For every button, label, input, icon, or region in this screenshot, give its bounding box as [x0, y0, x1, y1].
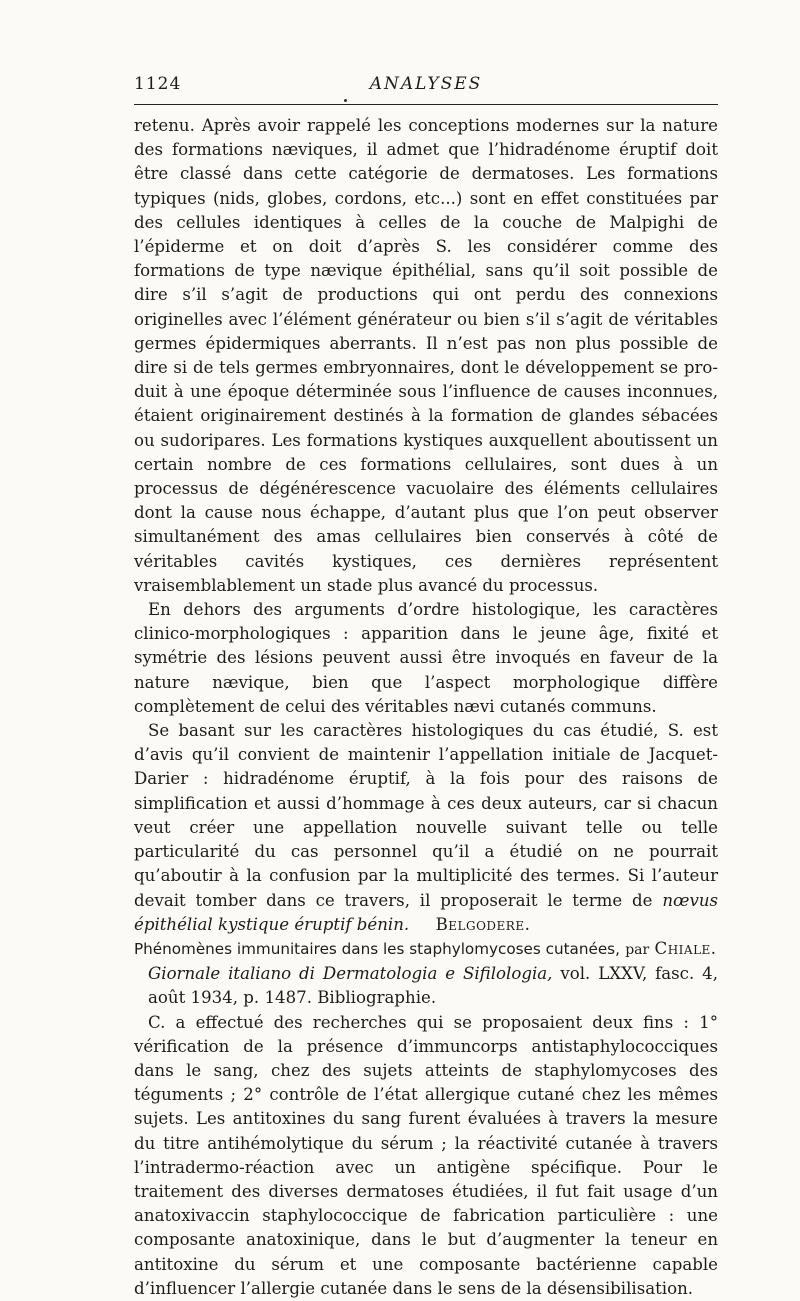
citation-details: vol. LXXV, fasc. 4, août 1934, p. 1487. Bibliographie. — [148, 964, 718, 1008]
review1-paragraph-1: retenu. Après avoir rappelé les conceptions modernes sur la nature des formations næviques, il admet que l’hidradénome éruptif doit être classé dans cette catégorie de dermatoses. Les formations typiques (nids, globes, cordons, etc...) sont en effet constituées par des cellules identiques à celles de la couche de Malpighi de l’épiderme et on doit d’après S. les considérer comme des formations de type nævique épithélial, sans qu’il soit possible de dire s’il s’agit de productions qui ont perdu des connexions originelles avec l’élément générateur ou bien s’il s’agit de véritables germes épidermiques aberrants. Il n’est pas non plus possible de dire si de tels germes embryonnaires, dont le développement se produit à une époque déterminée sous l’influence de causes inconnues, étaient originairement destinés à la formation de glandes sébacées ou sudoripares. Les formations kystiques auxquellent aboutissent un certain nombre de ces formations cellulaires, sont dues à un processus de dégénérescence vacuolaire des éléments cellulaires dont la cause nous échappe, d’autant plus que l’on peut observer simultanément des amas cellulaires bien conservés à côté de véritables cavités kystiques, ces dernières représentent vraisemblablement un stade plus avancé du processus. — [134, 116, 718, 595]
proposed-term: nœvus épithélial kystique éruptif bénin. — [134, 890, 719, 934]
journal-name: Giornale italiano di Dermatologia e Sifilologia, — [148, 964, 553, 984]
reviewer-signature: Belgodere. — [435, 914, 531, 934]
header-rule — [134, 104, 718, 105]
header-ornament-dot — [344, 99, 347, 102]
review1-paragraph-3-text: Se basant sur les caractères histologiques du cas étudié, S. est d’avis qu’il convient de maintenir l’appellation initiale de Jacquet-Darier : hidradénome éruptif, à la fois pour des raisons de simplification et aussi d’hommage à ces deux auteurs, car si chacun veut créer une appellation nouvelle suivant telle ou telle particularité du cas personnel qu’il a étudié on ne pourrait qu’aboutir à la confusion par la multiplicité des termes. Si l’auteur devait tomber dans ce travers, il proposerait le terme de — [134, 721, 718, 910]
running-title: ANALYSES — [369, 74, 483, 94]
running-header — [134, 74, 718, 98]
article-author: Chiale. — [654, 938, 717, 958]
review1-paragraph-2: En dehors des arguments d’ordre histologique, les caractères clinico-morphologiques : apparition dans le jeune âge, fixité et symétrie des lésions peuvent aussi être invoqués en faveur de la nature nævique, bien que l’aspect morphologique diffère complètement de celui des véritables nævi cutanés communs. — [134, 600, 718, 716]
page-number: 1124 — [134, 74, 182, 94]
article-citation — [134, 962, 718, 1010]
article-heading — [134, 937, 718, 962]
page-body — [134, 114, 718, 1301]
review1-paragraph-3 — [134, 719, 718, 937]
article-title: Phénomènes immunitaires dans les staphylomycoses cutanées, — [134, 939, 620, 958]
review2-paragraph-1: C. a effectué des recherches qui se proposaient deux fins : 1° vérification de la présence d’immuncorps antistaphylococciques dans le sang, chez des sujets atteints de staphylomycoses des téguments ; 2° contrôle de l’état allergique cutané chez les mêmes sujets. Les antitoxines du sang furent évaluées à travers la mesure du titre antihémolytique du sérum ; la réactivité cutanée à travers l’intradermo-réaction avec un antigène spécifique. Pour le traitement des diverses dermatoses étudiées, il fut fait usage d’un anatoxivaccin staphylococcique de fabrication particulière : une composante anatoxinique, dans le but d’augmenter la teneur en antitoxine du sérum et une composante bactérienne capable d’influencer l’allergie cutanée dans le sens de la désensibilisation. — [134, 1012, 718, 1298]
article-by: par — [625, 941, 650, 958]
